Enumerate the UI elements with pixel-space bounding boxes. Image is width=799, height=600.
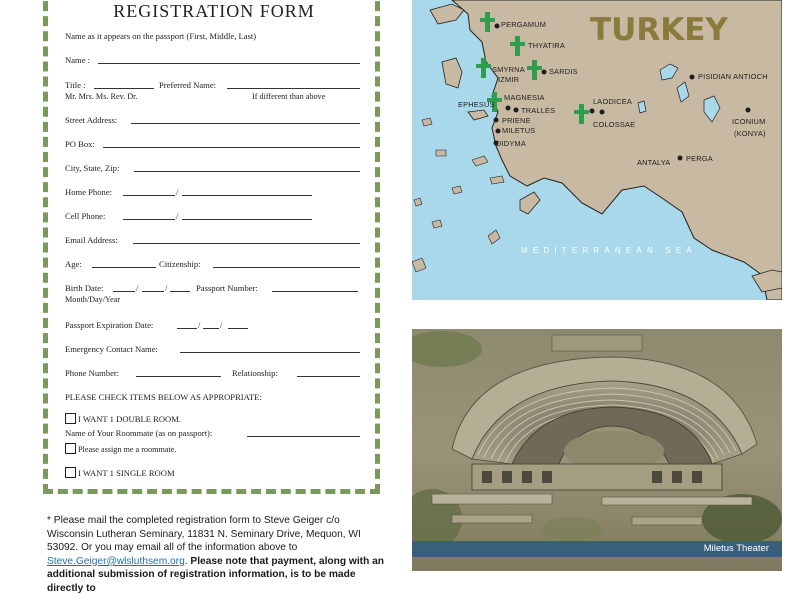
dot-sardis: [542, 70, 547, 75]
name-field[interactable]: [98, 55, 360, 64]
check-items-heading: PLEASE CHECK ITEMS BELOW AS APPROPRIATE:: [65, 392, 262, 402]
miletus-theater-photo: [412, 329, 782, 571]
title-options: Mr. Mrs. Ms. Rev. Dr.: [65, 92, 138, 101]
label-smyrna: SMYRNA: [492, 65, 525, 74]
name-label: Name :: [65, 55, 91, 65]
email-address-field[interactable]: [133, 235, 360, 244]
mailing-instructions: [47, 514, 387, 596]
island-small-2: [436, 150, 446, 156]
dot-colossae: [600, 110, 605, 115]
photo-caption-bar: [412, 541, 782, 557]
payment-note: Please note that payment, along with an additional submission of registration information, is to be made directly to: [47, 555, 385, 594]
island-small-4: [490, 176, 504, 184]
island-rhodes: [520, 192, 540, 214]
map-country-label: TURKEY: [590, 12, 728, 48]
island-small-9: [432, 220, 442, 228]
ruins-2: [602, 497, 752, 505]
expiration-year-field[interactable]: [228, 320, 248, 329]
label-pisidian-antioch: PISIDIAN ANTIOCH: [698, 72, 768, 81]
phone-number-field[interactable]: [136, 368, 221, 377]
label-colossae: COLOSSAE: [593, 120, 636, 129]
home-phone-area-field[interactable]: [123, 187, 175, 196]
island-small-6: [488, 230, 500, 244]
dot-perga: [678, 156, 683, 161]
island-small-1: [422, 118, 432, 126]
passport-name-instruction: Name as it appears on the passport (First, Middle, Last): [65, 31, 257, 41]
island-small-5: [452, 186, 462, 194]
phone-number-label: Phone Number:: [65, 368, 120, 378]
citizenship-label: Citizenship:: [159, 259, 201, 269]
birth-date-slash-1: /: [136, 283, 139, 293]
relationship-label: Relationship:: [232, 368, 278, 378]
expiration-month-field[interactable]: [177, 320, 197, 329]
label-miletus: MILETUS: [502, 126, 536, 135]
label-tralles: TRALLES: [521, 106, 556, 115]
single-room-label: I WANT 1 SINGLE ROOM: [78, 468, 175, 478]
citizenship-field[interactable]: [213, 259, 360, 268]
map-sea-label: MEDITERRANEAN SEA: [521, 246, 697, 255]
title-field[interactable]: [94, 80, 154, 89]
island-chios: [442, 58, 462, 88]
mailing-instructions-text: * Please mail the completed registration form to Steve Geiger c/o Wisconsin Lutheran Seminary, 11831 N. Seminary Drive, Mequon, WI 53092. Or you may email all of the information above to: [47, 515, 361, 554]
passport-expiration-label: Passport Expiration Date:: [65, 320, 154, 330]
home-phone-slash: /: [176, 187, 179, 197]
ruins-4: [632, 517, 702, 525]
birth-day-field[interactable]: [142, 283, 164, 292]
island-samos: [468, 110, 488, 120]
island-small-8: [414, 198, 422, 206]
birth-date-slash-2: /: [165, 283, 168, 293]
preferred-name-field[interactable]: [227, 80, 360, 89]
home-phone-label: Home Phone:: [65, 187, 113, 197]
po-box-field[interactable]: [103, 139, 360, 148]
assign-roommate-checkbox[interactable]: [65, 443, 76, 454]
po-box-label: PO Box:: [65, 139, 95, 149]
emergency-contact-field[interactable]: [180, 344, 360, 353]
dot-priene: [494, 118, 499, 123]
city-state-zip-field[interactable]: [134, 163, 360, 172]
passport-number-field[interactable]: [272, 283, 358, 292]
expiration-day-field[interactable]: [203, 320, 219, 329]
label-magnesia: MAGNESIA: [504, 93, 545, 102]
birth-year-field[interactable]: [170, 283, 190, 292]
island-small-3: [472, 156, 488, 166]
shrub-4: [542, 517, 602, 541]
passport-number-label: Passport Number:: [196, 283, 258, 293]
label-izmir: IZMIR: [498, 75, 520, 84]
label-pergamum: PERGAMUM: [501, 20, 547, 29]
roommate-name-label: Name of Your Roommate (as on passport):: [65, 428, 213, 438]
street-address-field[interactable]: [131, 115, 360, 124]
form-title: REGISTRATION FORM: [113, 1, 315, 21]
registration-form: [43, 0, 380, 494]
label-thyatira: THYATIRA: [528, 41, 566, 50]
dot-iconium: [746, 108, 751, 113]
cell-phone-area-field[interactable]: [123, 211, 175, 220]
expiration-slash-2: /: [220, 320, 223, 330]
relationship-field[interactable]: [297, 368, 360, 377]
title-label: Title :: [65, 80, 86, 90]
dot-antioch: [690, 75, 695, 80]
preferred-name-label: Preferred Name:: [159, 80, 217, 90]
label-didyma: DIDYMA: [496, 139, 526, 148]
dot-magnesia: [506, 106, 511, 111]
turkey-map: [412, 0, 782, 300]
city-state-zip-label: City, State, Zip:: [65, 163, 120, 173]
assign-roommate-label: Please assign me a roommate.: [78, 445, 177, 454]
label-antalya: ANTALYA: [637, 158, 671, 167]
theater-image: [412, 329, 782, 571]
label-ephesus: EPHESUS: [458, 100, 495, 109]
birth-date-label: Birth Date:: [65, 283, 104, 293]
mailing-instructions-sep: .: [184, 555, 191, 567]
photo-caption: Miletus Theater: [703, 543, 769, 554]
label-sardis: SARDIS: [549, 67, 578, 76]
birth-month-field[interactable]: [113, 283, 135, 292]
dot-miletus: [496, 129, 501, 134]
hill-ruins: [552, 335, 642, 351]
street-address-label: Street Address:: [65, 115, 118, 125]
label-iconium: ICONIUM: [732, 117, 766, 126]
age-field[interactable]: [92, 259, 156, 268]
label-priene: PRIENE: [502, 116, 531, 125]
roommate-name-field[interactable]: [247, 428, 360, 437]
double-room-checkbox[interactable]: [65, 413, 76, 424]
ruins-1: [432, 494, 552, 504]
dot-pergamum: [495, 24, 500, 29]
dot-tralles: [514, 108, 519, 113]
ruins-3: [452, 515, 532, 523]
label-konya: (KONYA): [734, 129, 766, 138]
single-room-checkbox[interactable]: [65, 467, 76, 478]
email-link[interactable]: Steve.Geiger@wlsluthsem.org: [47, 555, 185, 567]
birth-date-format: Month/Day/Year: [65, 295, 121, 304]
form-body: [65, 0, 363, 489]
label-laodicea: LAODICEA: [593, 97, 632, 106]
age-label: Age:: [65, 259, 82, 269]
double-room-label: I WANT 1 DOUBLE ROOM.: [78, 414, 182, 424]
email-address-label: Email Address:: [65, 235, 118, 245]
cyprus-tip: [752, 270, 782, 292]
emergency-contact-label: Emergency Contact Name:: [65, 344, 158, 354]
cell-phone-slash: /: [176, 211, 179, 221]
island-small-7: [412, 258, 426, 272]
label-perga: PERGA: [686, 154, 713, 163]
dot-laodicea: [590, 109, 595, 114]
cell-phone-label: Cell Phone:: [65, 211, 106, 221]
expiration-slash-1: /: [198, 320, 201, 330]
home-phone-number-field[interactable]: [182, 187, 312, 196]
preferred-name-hint: If different than above: [252, 92, 326, 101]
island-lesbos: [430, 4, 464, 24]
cell-phone-number-field[interactable]: [182, 211, 312, 220]
